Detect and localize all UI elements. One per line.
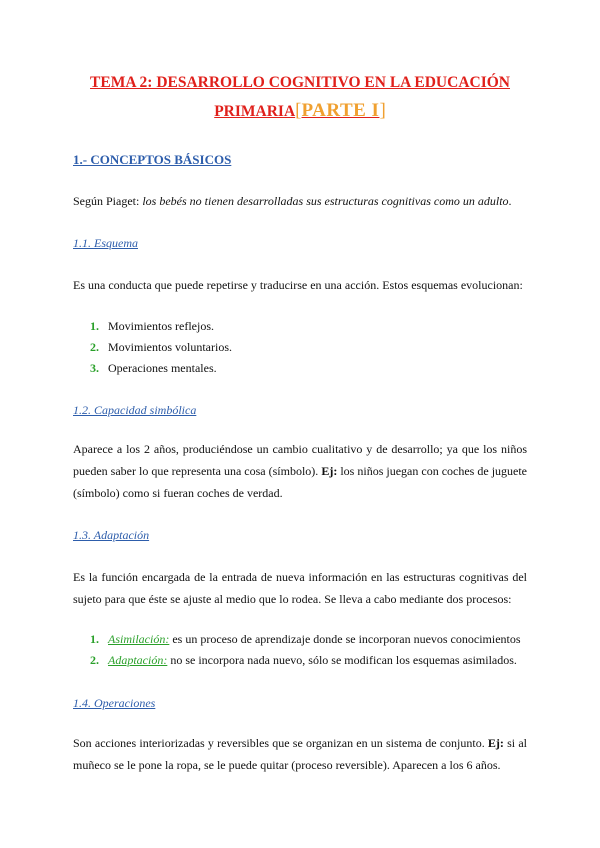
title-part: PARTE I	[301, 100, 380, 121]
list-item-esquema-3	[90, 361, 217, 376]
list-number: 2.	[90, 653, 99, 667]
subheading-capacidad-simbolica: 1.2. Capacidad simbólica	[73, 403, 197, 417]
list-text: es un proceso de aprendizaje donde se incorporan nuevos conocimientos	[169, 632, 521, 646]
list-text: no se incorpora nada nuevo, sólo se modifican los esquemas asimilados.	[167, 653, 517, 667]
subheading-esquema: 1.1. Esquema	[73, 236, 138, 250]
list-number: 3.	[90, 361, 99, 375]
list-item-esquema-1	[90, 319, 214, 334]
simbolica-text	[73, 438, 527, 504]
list-number: 1.	[90, 319, 99, 333]
subheading-adaptacion: 1.3. Adaptación	[73, 528, 150, 542]
title-line-1: TEMA 2: DESARROLLO COGNITIVO EN LA EDUCACIÓN	[90, 74, 510, 91]
title-line-2	[0, 100, 600, 122]
piaget-end: .	[508, 194, 512, 208]
ej-label: Ej:	[321, 464, 338, 478]
esquema-text: Es una conducta que puede repetirse y traducirse en una acción. Estos esquemas evolucionan:	[73, 278, 523, 292]
section-heading-conceptos: 1.- CONCEPTOS BÁSICOS	[73, 152, 232, 167]
title-bracket-open: [	[295, 100, 302, 121]
list-item-adaptacion-2	[90, 653, 517, 668]
operaciones-text-a: Son acciones interiorizadas y reversibles que se organizan en un sistema de conjunto.	[73, 736, 485, 750]
term-adaptacion: Adaptación:	[108, 653, 168, 667]
piaget-quote: los bebés no tienen desarrolladas sus estructuras cognitivas como un adulto	[142, 194, 509, 208]
list-text: Movimientos voluntarios.	[108, 340, 232, 354]
operaciones-text-b: si al muñeco se le pone la ropa, se le puede quitar (proceso reversible). Aparecen a los 6 años.	[73, 736, 527, 772]
list-text: Operaciones mentales.	[108, 361, 217, 375]
adaptacion-text: Es la función encargada de la entrada de nueva información en las estructuras cognitivas del sujeto para que éste se ajuste al medio que lo rodea. Se lleva a cabo mediante dos procesos:	[73, 570, 527, 606]
title-bracket-close: ]	[379, 100, 386, 121]
subheading-operaciones: 1.4. Operaciones	[73, 696, 156, 710]
ej-label: Ej:	[487, 736, 504, 750]
list-number: 1.	[90, 632, 99, 646]
piaget-label: Según Piaget:	[73, 194, 140, 208]
simbolica-text-b: los niños juegan con coches de juguete (símbolo) como si fueran coches de verdad.	[73, 464, 528, 500]
list-item-esquema-2	[90, 340, 232, 355]
term-asimilacion: Asimilación:	[108, 632, 170, 646]
piaget-intro	[73, 190, 527, 212]
list-number: 2.	[90, 340, 99, 354]
simbolica-text-a: Aparece a los 2 años, produciéndose un cambio cualitativo y de desarrollo; ya que los niños pueden saber lo que representa una cosa (símbolo).	[73, 442, 527, 478]
list-text: Movimientos reflejos.	[108, 319, 214, 333]
title-primaria: PRIMARIA	[214, 103, 296, 120]
operaciones-text	[73, 732, 527, 776]
list-item-adaptacion-1	[90, 632, 521, 647]
